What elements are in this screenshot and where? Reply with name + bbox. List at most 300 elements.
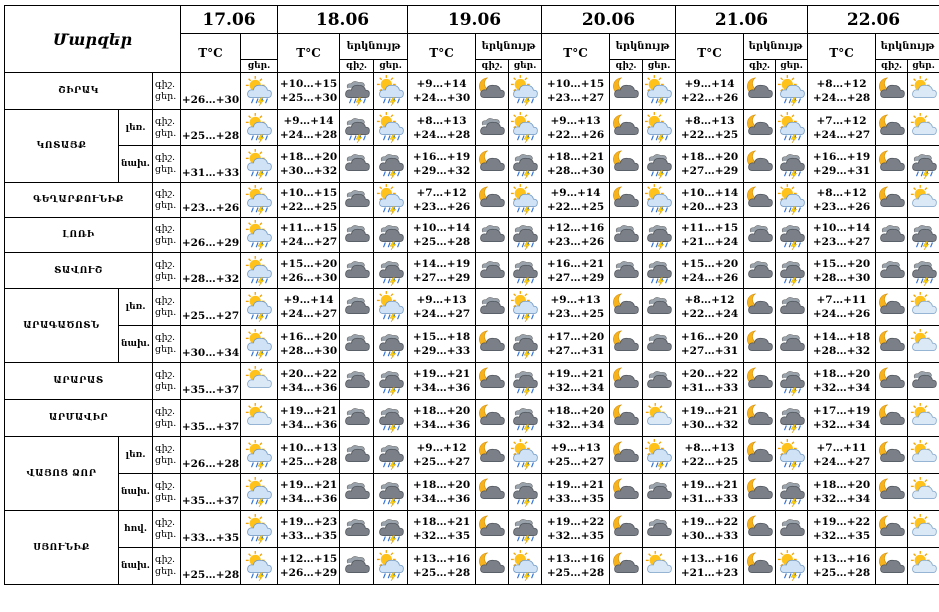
weather-icon-cell (241, 289, 278, 326)
weather-icon-cell (776, 73, 808, 110)
sun-cloud-icon (909, 439, 939, 471)
night-day-label (153, 474, 181, 511)
temp-cell (808, 326, 876, 363)
weather-icon-cell (374, 73, 408, 110)
weather-icon-cell (610, 289, 643, 326)
sun-cloud-rain-icon (777, 75, 807, 107)
sun-cloud-rain-icon (376, 291, 406, 323)
weather-icon-cell (776, 437, 808, 474)
cloud-icon (877, 255, 907, 287)
temp-cell: +35…+37 (181, 474, 241, 511)
weather-icon-cell (340, 400, 374, 437)
weather-icon-cell (610, 511, 643, 548)
weather-icon-cell (241, 437, 278, 474)
temp-cell (408, 110, 476, 146)
temp-cell: +26…+28 (181, 437, 241, 474)
moon-cloud-icon (877, 184, 907, 216)
sun-rain-icon (244, 513, 274, 545)
weather-icon-cell (744, 183, 776, 218)
weather-icon-cell (744, 253, 776, 289)
night-temp: +15…+20 (680, 257, 739, 270)
weather-icon-cell (610, 183, 643, 218)
cloud-rain-icon (376, 148, 406, 180)
sun-rain-icon (244, 148, 274, 180)
day-temp: +22…+25 (546, 201, 605, 213)
region-name: ԳԵՂԱՐՔՈՒՆԻՔ (5, 183, 153, 218)
weather-icon-cell (610, 110, 643, 146)
night-day-label (153, 73, 181, 110)
temp-cell (542, 474, 610, 511)
weather-header: երկնույթ (476, 34, 542, 60)
weather-icon-cell (643, 548, 676, 585)
cloud-icon (611, 219, 641, 251)
zone-label: նախ. (119, 474, 153, 511)
day-label: ցեր. (155, 455, 177, 466)
region-name: ՏԱՎՈՒՇ (5, 253, 153, 289)
table-row (5, 146, 939, 183)
moon-cloud-icon (477, 550, 507, 582)
moon-cloud-icon (611, 550, 641, 582)
weather-icon-cell (876, 326, 908, 363)
cloud-rain-icon (510, 148, 540, 180)
cloud-icon (777, 291, 807, 323)
sun-cloud-rain-icon (376, 184, 406, 216)
day-temp: +27…+29 (546, 271, 605, 284)
night-temp: +12…+16 (546, 222, 605, 234)
sun-cloud-rain-icon (777, 184, 807, 216)
cloud-rain-icon (510, 219, 540, 251)
day-temp: +27…+29 (412, 271, 471, 284)
temp-cell (278, 326, 340, 363)
weather-icon-cell (744, 326, 776, 363)
day-temp: +32…+34 (812, 419, 871, 431)
night-temp: +10…+14 (680, 187, 739, 199)
temp-cell (278, 474, 340, 511)
temp-cell (676, 548, 744, 585)
weather-header: երկնույթ (610, 34, 676, 60)
moon-cloud-icon (745, 476, 775, 508)
night-day-label (153, 511, 181, 548)
day-label: ցեր. (155, 164, 177, 175)
weather-icon-cell (776, 253, 808, 289)
night-temp: +8…+12 (816, 78, 867, 90)
day-temp: +28…+30 (812, 271, 871, 284)
temp-cell (278, 146, 340, 183)
weather-icon-cell (509, 548, 542, 585)
night-temp: +9…+14 (283, 294, 334, 306)
night-label: գիշ. (155, 258, 176, 270)
night-temp: +18…+20 (812, 479, 871, 491)
cloud-icon (342, 439, 372, 471)
temp-cell (542, 110, 610, 146)
region-name: ԼՈՌԻ (5, 218, 153, 253)
temp-cell: +26…+30 (181, 73, 241, 110)
weather-icon-cell (241, 253, 278, 289)
day-temp: +24…+28 (812, 92, 871, 104)
day-temp: +34…+36 (279, 382, 338, 394)
night-temp: +20…+22 (279, 368, 338, 380)
weather-icon-cell (340, 548, 374, 585)
temp-cell (808, 110, 876, 146)
weather-icon-cell (374, 183, 408, 218)
day-temp: +34…+36 (279, 419, 338, 431)
temp-cell (278, 289, 340, 326)
sun-rain-icon (244, 255, 274, 287)
weather-icon-cell (476, 326, 509, 363)
night-temp: +16…+19 (812, 151, 871, 163)
day-temp: +22…+25 (680, 456, 739, 468)
temp-cell (808, 253, 876, 289)
day-temp: +28…+30 (279, 345, 338, 357)
night-temp: +10…+15 (279, 78, 338, 90)
weather-icon-cell (509, 110, 542, 146)
weather-icon-cell (610, 474, 643, 511)
night-temp: +8…+13 (684, 114, 735, 127)
zone-label: հով. (119, 511, 153, 548)
day-temp: +24…+28 (412, 128, 471, 141)
weather-icon-cell (509, 363, 542, 400)
cloud-icon (477, 219, 507, 251)
moon-cloud-icon (477, 184, 507, 216)
sun-rain-icon (244, 75, 274, 107)
sun-cloud-icon (909, 184, 939, 216)
table-row (5, 326, 939, 363)
night-temp: +19…+21 (546, 479, 605, 491)
date-header-1: 17.06 (181, 6, 278, 34)
day-temp: +33…+35 (546, 493, 605, 505)
temp-cell (542, 183, 610, 218)
weather-icon-cell (908, 146, 939, 183)
region-name: ԱՐԱՐԱՏ (5, 363, 153, 400)
night-temp: +9…+14 (416, 78, 467, 90)
moon-cloud-icon (477, 328, 507, 360)
table-row (5, 218, 939, 253)
weather-icon-cell (374, 511, 408, 548)
region-name: ԱՐԱԳԱԾՈՏՆ (5, 289, 119, 363)
temp-cell (408, 253, 476, 289)
day-temp: +24…+28 (279, 128, 338, 141)
weather-icon-cell (610, 326, 643, 363)
weather-icon-cell (340, 110, 374, 146)
temp-cell (278, 73, 340, 110)
night-day-label (153, 146, 181, 183)
weather-icon-cell (340, 73, 374, 110)
cloud-icon (909, 365, 939, 397)
weather-icon-cell (340, 183, 374, 218)
cloud-rain-icon (777, 365, 807, 397)
temp-cell (808, 511, 876, 548)
weather-icon-cell (241, 146, 278, 183)
cloud-rain-icon (777, 402, 807, 434)
weather-icon-cell (643, 218, 676, 253)
weather-icon-cell (876, 218, 908, 253)
temp-cell (408, 73, 476, 110)
weather-icon-cell (908, 474, 939, 511)
night-label: գիշ. (155, 332, 176, 343)
cloud-rain-icon (909, 255, 939, 287)
day-subheader: ցեր. (908, 60, 939, 73)
weather-icon-cell (876, 253, 908, 289)
weather-icon-cell (876, 474, 908, 511)
day-temp: +24…+27 (812, 128, 871, 141)
day-temp: +32…+34 (812, 382, 871, 394)
moon-cloud-icon (611, 439, 641, 471)
day-temp: +34…+36 (412, 493, 471, 505)
night-day-label (153, 218, 181, 253)
region-name: ԿՈՏԱՅՔ (5, 110, 119, 183)
temp-header: T°C (181, 34, 241, 73)
night-temp: +10…+15 (546, 78, 605, 90)
weather-icon-cell (908, 110, 939, 146)
temp-cell: +26…+29 (181, 218, 241, 253)
sun-cloud-icon (909, 550, 939, 582)
day-temp: +20…+23 (680, 201, 739, 213)
weather-icon-cell (476, 437, 509, 474)
weather-icon-cell (610, 146, 643, 183)
table-row (5, 183, 939, 218)
date-header-5: 21.06 (676, 6, 808, 34)
day-subheader: ցեր. (241, 60, 278, 73)
temp-cell (542, 253, 610, 289)
sun-cloud-icon (244, 402, 274, 434)
night-temp: +10…+13 (279, 442, 338, 454)
day-label: ցեր. (155, 381, 177, 392)
day-temp: +28…+32 (812, 345, 871, 357)
moon-cloud-icon (611, 184, 641, 216)
sun-cloud-rain-icon (510, 439, 540, 471)
weather-icon-cell (876, 146, 908, 183)
temp-cell (676, 73, 744, 110)
cloud-icon (745, 219, 775, 251)
sun-cloud-rain-icon (777, 550, 807, 582)
day-subheader: ցեր. (509, 60, 542, 73)
night-temp: +11…+15 (279, 222, 338, 234)
day-temp: +24…+27 (812, 456, 871, 468)
sun-cloud-icon (909, 513, 939, 545)
temp-cell (542, 400, 610, 437)
temp-cell (676, 363, 744, 400)
temp-cell (278, 437, 340, 474)
night-temp: +18…+20 (412, 405, 471, 417)
temp-cell (676, 326, 744, 363)
weather-icon-cell (643, 511, 676, 548)
night-temp: +7…+11 (816, 294, 867, 306)
moon-cloud-icon (877, 291, 907, 323)
night-temp: +18…+20 (680, 151, 739, 163)
weather-icon-cell (509, 183, 542, 218)
weather-icon-cell (744, 146, 776, 183)
night-temp: +10…+14 (812, 222, 871, 234)
temp-cell: +31…+33 (181, 146, 241, 183)
cloud-icon (342, 402, 372, 434)
temp-cell (808, 363, 876, 400)
weather-icon-cell (908, 400, 939, 437)
weather-icon-cell (643, 400, 676, 437)
weather-icon-cell (643, 437, 676, 474)
night-day-label (153, 363, 181, 400)
weather-icon-cell (744, 400, 776, 437)
day-label: ցեր. (155, 91, 177, 102)
moon-cloud-icon (877, 365, 907, 397)
moon-cloud-icon (745, 328, 775, 360)
night-temp: +13…+16 (412, 553, 471, 565)
cloud-icon (342, 291, 372, 323)
region-name: ՍՅՈՒՆԻՔ (5, 511, 119, 585)
cloud-rain-icon (342, 75, 372, 107)
weather-icon-cell (340, 289, 374, 326)
night-subheader: գիշ. (476, 60, 509, 73)
weather-icon-cell (643, 183, 676, 218)
sun-cloud-icon (909, 402, 939, 434)
weather-icon-cell (509, 253, 542, 289)
cloud-icon (644, 513, 674, 545)
sun-cloud-icon (909, 476, 939, 508)
temp-cell (408, 146, 476, 183)
weather-icon-cell (476, 253, 509, 289)
night-temp: +18…+21 (546, 151, 605, 163)
cloud-rain-icon (510, 513, 540, 545)
temp-cell (408, 289, 476, 326)
day-temp: +34…+36 (412, 419, 471, 431)
temp-cell (808, 474, 876, 511)
weather-icon-cell (241, 73, 278, 110)
night-temp: +19…+21 (680, 405, 739, 417)
temp-header: T°C (542, 34, 610, 73)
temp-cell (542, 437, 610, 474)
day-temp: +27…+31 (546, 345, 605, 357)
cloud-icon (777, 513, 807, 545)
weather-icon-cell (610, 400, 643, 437)
day-temp: +25…+28 (812, 567, 871, 579)
day-temp: +32…+34 (546, 419, 605, 431)
temp-cell (676, 253, 744, 289)
weather-icon-cell (776, 289, 808, 326)
temp-cell (808, 146, 876, 183)
temp-cell (408, 437, 476, 474)
night-subheader: գիշ. (876, 60, 908, 73)
night-label: գիշ. (155, 369, 176, 380)
weather-icon-cell (476, 474, 509, 511)
zone-label: լեռ. (119, 437, 153, 474)
weather-icon-cell (241, 183, 278, 218)
temp-header: T°C (278, 34, 340, 73)
moon-cloud-icon (611, 75, 641, 107)
forecast-body (5, 73, 939, 585)
weather-icon-cell (476, 73, 509, 110)
day-temp: +24…+30 (412, 92, 471, 104)
temp-cell (542, 548, 610, 585)
weather-header: երկնույթ (744, 34, 808, 60)
weather-icon-cell (509, 474, 542, 511)
weather-icon-cell (776, 363, 808, 400)
day-temp: +31…+33 (680, 382, 739, 394)
temp-cell (676, 110, 744, 146)
temp-cell (542, 73, 610, 110)
night-temp: +15…+20 (812, 257, 871, 270)
night-temp: +7…+12 (816, 114, 867, 127)
weather-icon-cell (744, 363, 776, 400)
day-temp: +22…+26 (546, 128, 605, 141)
weather-icon-cell (776, 400, 808, 437)
weather-icon-cell (509, 400, 542, 437)
day-temp: +23…+27 (546, 92, 605, 104)
cloud-rain-icon (510, 476, 540, 508)
weather-icon-cell (241, 218, 278, 253)
night-temp: +18…+21 (412, 516, 471, 528)
temp-cell (542, 326, 610, 363)
night-temp: +14…+18 (812, 331, 871, 343)
day-temp: +24…+26 (812, 308, 871, 320)
moon-cloud-icon (877, 75, 907, 107)
sun-cloud-icon (909, 291, 939, 323)
weather-icon-cell (509, 289, 542, 326)
night-day-label (153, 183, 181, 218)
temp-cell (278, 548, 340, 585)
moon-cloud-icon (477, 75, 507, 107)
night-day-label (153, 437, 181, 474)
night-temp: +18…+20 (546, 405, 605, 417)
temp-cell (676, 511, 744, 548)
weather-icon-cell (776, 326, 808, 363)
night-temp: +9…+14 (550, 187, 601, 199)
table-row (5, 400, 939, 437)
temp-cell (278, 363, 340, 400)
moon-cloud-icon (745, 513, 775, 545)
weather-icon-cell (776, 548, 808, 585)
cloud-icon (877, 219, 907, 251)
day-temp: +25…+27 (412, 456, 471, 468)
moon-cloud-icon (611, 112, 641, 144)
empty-header-cell (241, 34, 278, 60)
temp-cell: +25…+28 (181, 548, 241, 585)
table-row (5, 548, 939, 585)
sun-cloud-rain-icon (644, 184, 674, 216)
moon-cloud-icon (745, 291, 775, 323)
sun-cloud-icon (644, 550, 674, 582)
weather-icon-cell (643, 73, 676, 110)
day-temp: +27…+29 (680, 165, 739, 177)
temp-cell: +23…+26 (181, 183, 241, 218)
day-temp: +25…+27 (546, 456, 605, 468)
weather-icon-cell (509, 437, 542, 474)
regions-header: Մարզեր (5, 6, 181, 73)
date-header-3: 19.06 (408, 6, 542, 34)
sun-cloud-rain-icon (376, 112, 406, 144)
weather-icon-cell (374, 400, 408, 437)
temp-cell (408, 511, 476, 548)
day-temp: +25…+28 (546, 567, 605, 579)
weather-icon-cell (776, 218, 808, 253)
cloud-icon (644, 365, 674, 397)
weather-icon-cell (776, 146, 808, 183)
night-temp: +16…+21 (546, 257, 605, 270)
night-label: գիշ. (155, 79, 176, 90)
day-temp: +23…+26 (812, 201, 871, 213)
weather-icon-cell (509, 146, 542, 183)
moon-cloud-icon (745, 184, 775, 216)
day-temp: +32…+35 (812, 530, 871, 542)
day-temp: +22…+25 (279, 201, 338, 213)
day-temp: +30…+32 (279, 165, 338, 177)
day-temp: +22…+25 (680, 128, 739, 141)
night-temp: +16…+19 (412, 151, 471, 163)
cloud-icon (644, 328, 674, 360)
temp-cell (676, 146, 744, 183)
night-label: գիշ. (155, 188, 176, 199)
day-label: ցեր. (155, 307, 177, 318)
day-temp: +25…+28 (412, 567, 471, 579)
weather-icon-cell (374, 548, 408, 585)
